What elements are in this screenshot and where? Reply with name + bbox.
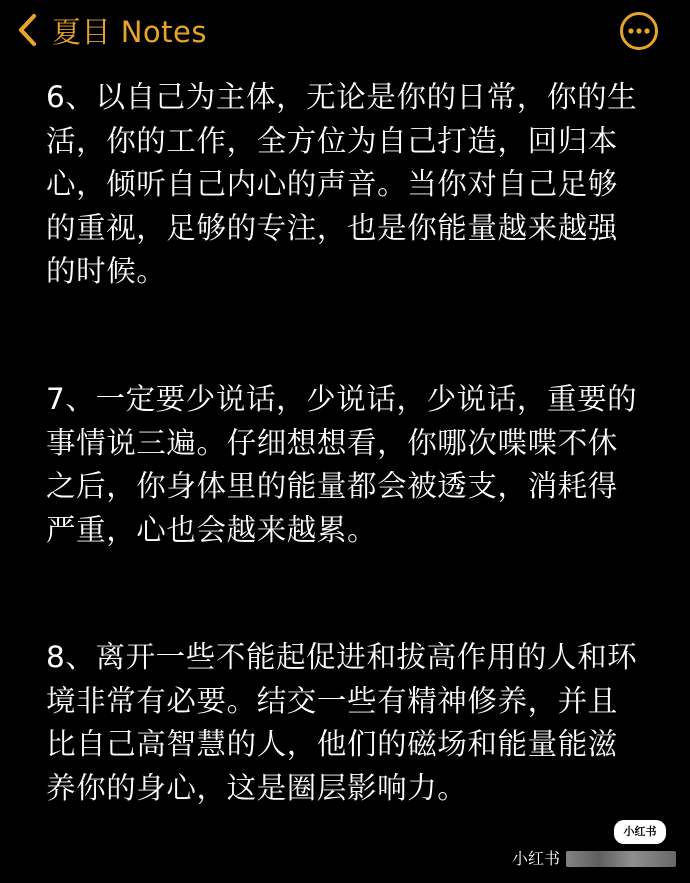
note-line: 6、以自己为主体，无论是你的日常，你的生 [46, 80, 638, 114]
note-paragraph-7 [46, 378, 637, 552]
xiaohongshu-logo: 小红书 [614, 820, 666, 844]
note-line: 比自己高智慧的人，他们的磁场和能量能滋 [46, 727, 618, 761]
note-paragraph-6 [46, 76, 637, 294]
redacted-username [566, 851, 676, 867]
navigation-bar [0, 0, 690, 60]
note-line: 养你的身心，这是圈层影响力。 [46, 770, 468, 805]
back-label: 夏目 Notes [52, 14, 207, 49]
more-options-button[interactable] [619, 11, 659, 51]
note-line: 之后，你身体里的能量都会被透支，消耗得 [46, 469, 618, 503]
watermark-text: 小红书 [512, 849, 561, 868]
back-button[interactable] [14, 8, 207, 52]
note-line: 心，倾听自己内心的声音。当你对自己足够 [46, 167, 618, 201]
note-line: 严重，心也会越来越累。 [46, 512, 378, 547]
xiaohongshu-watermark [510, 818, 680, 878]
note-paragraph-8 [46, 636, 637, 810]
ellipsis-circle-icon [619, 11, 659, 51]
note-line: 境非常有必要。结交一些有精神修养，并且 [46, 683, 618, 718]
note-line: 的重视，足够的专注，也是你能量越来越强 [46, 210, 618, 245]
note-line: 的时候。 [46, 254, 167, 288]
chevron-left-icon [14, 10, 42, 50]
note-line: 8、离开一些不能起促进和拔高作用的人和环 [46, 640, 638, 674]
note-line: 事情说三遍。仔细想想看，你哪次喋喋不休 [46, 425, 618, 460]
note-line: 活，你的工作，全方位为自己打造，回归本 [46, 123, 618, 158]
note-line: 7、一定要少说话，少说话，少说话，重要的 [46, 382, 638, 416]
